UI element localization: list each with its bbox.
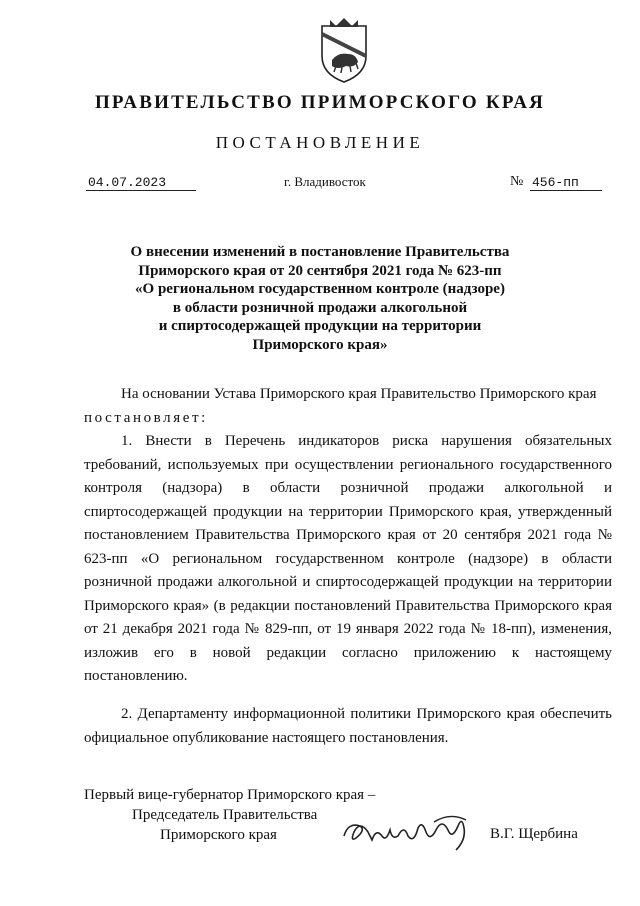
number-label: № <box>510 174 524 189</box>
organization-name: ПРАВИТЕЛЬСТВО ПРИМОРСКОГО КРАЯ <box>94 92 546 113</box>
title-line: О внесении изменений в постановление Правительства <box>130 244 510 260</box>
document-date: 04.07.2023 <box>86 175 196 191</box>
decree-word: постановляет: <box>84 409 208 426</box>
title-line: Приморского края» <box>252 336 388 353</box>
signer-position-line-2: Председатель Правительства <box>132 807 318 823</box>
document-type: ПОСТАНОВЛЕНИЕ <box>215 133 425 152</box>
title-line: в области розничной продажи алкогольной <box>172 299 468 316</box>
signer-position-line-1: Первый вице-губернатор Приморского края – <box>84 787 376 803</box>
preamble-paragraph <box>84 383 612 430</box>
title-line: Приморского края от 20 сентября 2021 года № 623-пп <box>138 262 502 279</box>
clause-1-paragraph: 1. Внести в Перечень индикаторов риска нарушения обязательных требований, используемых при осуществлении регионального государственного контроля (надзора) в области розничной продажи алкогольной и спиртосодержащей продукции на территории Приморского края, утвержденный постановлением Правительства Приморского края от 20 сентября 2021 года № 623-пп «О региональном государственном контроле (надзоре) в области розничной продажи алкогольной и спиртосодержащей продукции на территории Приморского края» (в редакции постановлений Правительства Приморского края от 21 декабря 2021 года № 829-пп, от 19 января 2022 года № 18-пп), изменения, изложив его в новой редакции согласно приложению к настоящему постановлению. <box>84 433 612 684</box>
signer-position-line-3: Приморского края <box>160 827 277 843</box>
clause-2-paragraph: 2. Департаменту информационной политики Приморского края обеспечить официальное опубликование настоящего постановления. <box>84 706 612 746</box>
title-line: и спиртосодержащей продукции на территории <box>158 318 482 335</box>
handwritten-signature-icon <box>338 806 488 854</box>
coat-of-arms-icon <box>316 16 372 84</box>
preamble-text: На основании Устава Приморского края Правительство Приморского края <box>121 386 597 402</box>
document-number: 456-пп <box>530 175 602 191</box>
signer-name: В.Г. Щербина <box>490 826 578 842</box>
title-line: «О региональном государственном контроле (надзоре) <box>135 281 505 298</box>
document-city: г. Владивосток <box>284 174 366 189</box>
document-title <box>110 243 530 355</box>
